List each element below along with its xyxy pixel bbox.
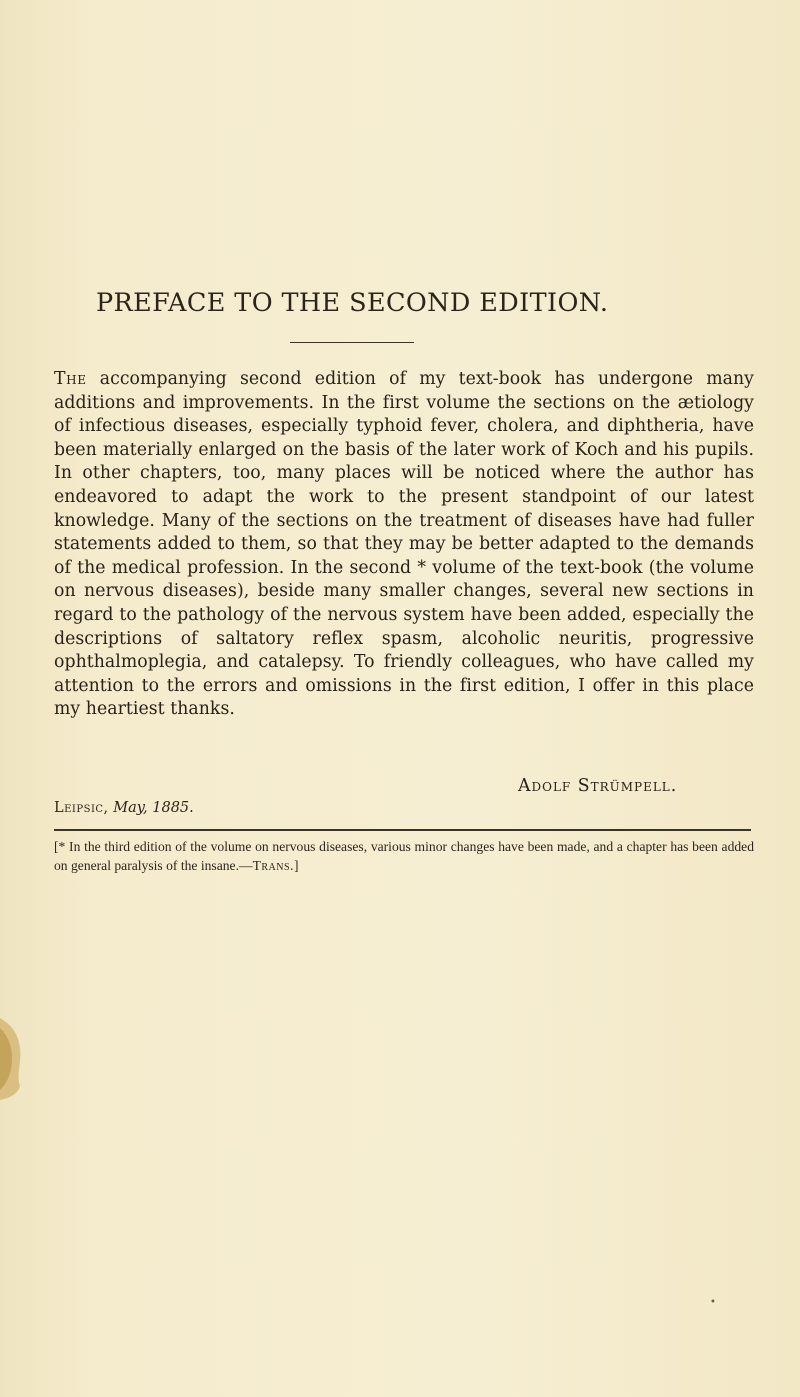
author-signature: Adolf Strümpell. [518, 776, 678, 796]
dateline-date: May, 1885. [113, 800, 194, 816]
footnote-text: [* In the third edition of the volume on nervous diseases, various minor changes have been made, and a chapter has been added on general paralysis of the insane.— [54, 839, 754, 873]
page-edge-stain [0, 1018, 22, 1100]
preface-paragraph [54, 368, 754, 722]
dateline-place: Leipsic, [54, 800, 109, 816]
preface-body [54, 368, 754, 722]
opening-word: The [54, 369, 87, 389]
dateline [54, 800, 194, 816]
ink-speck-icon: • [710, 1297, 716, 1308]
footnote [54, 838, 754, 875]
paragraph-text: accompanying second edition of my text-book has undergone many additions and improvements. In the first volume the sections on the ætiology of infectious diseases, especially typhoid fever, cholera, and diphtheria, have been materially enlarged on the basis of the later work of Koch and his pupils. In other chapters, too, many places will be noticed where the author has endeavored to adapt the work to the present standpoint of our latest knowledge. Many of the sections on the treatment of diseases have had fuller statements added to them, so that they may be better adapted to the demands of the medical profession. In the second * volume of the text-book (the volume on nervous diseases), beside many smaller changes, several new sections in regard to the pathology of the nervous system have been added, especially the descriptions of saltatory reflex spasm, alcoholic neuritis, progressive ophthalmoplegia, and catalepsy. To friendly colleagues, who have called my attention to the errors and omissions in the first edition, I offer in this place my heartiest thanks. [54, 369, 754, 720]
footnote-attribution: Trans. [252, 857, 294, 873]
page-title: PREFACE TO THE SECOND EDITION. [96, 288, 609, 318]
footnote-close: ] [293, 857, 299, 873]
footnote-rule [54, 829, 751, 831]
title-rule [290, 342, 414, 343]
